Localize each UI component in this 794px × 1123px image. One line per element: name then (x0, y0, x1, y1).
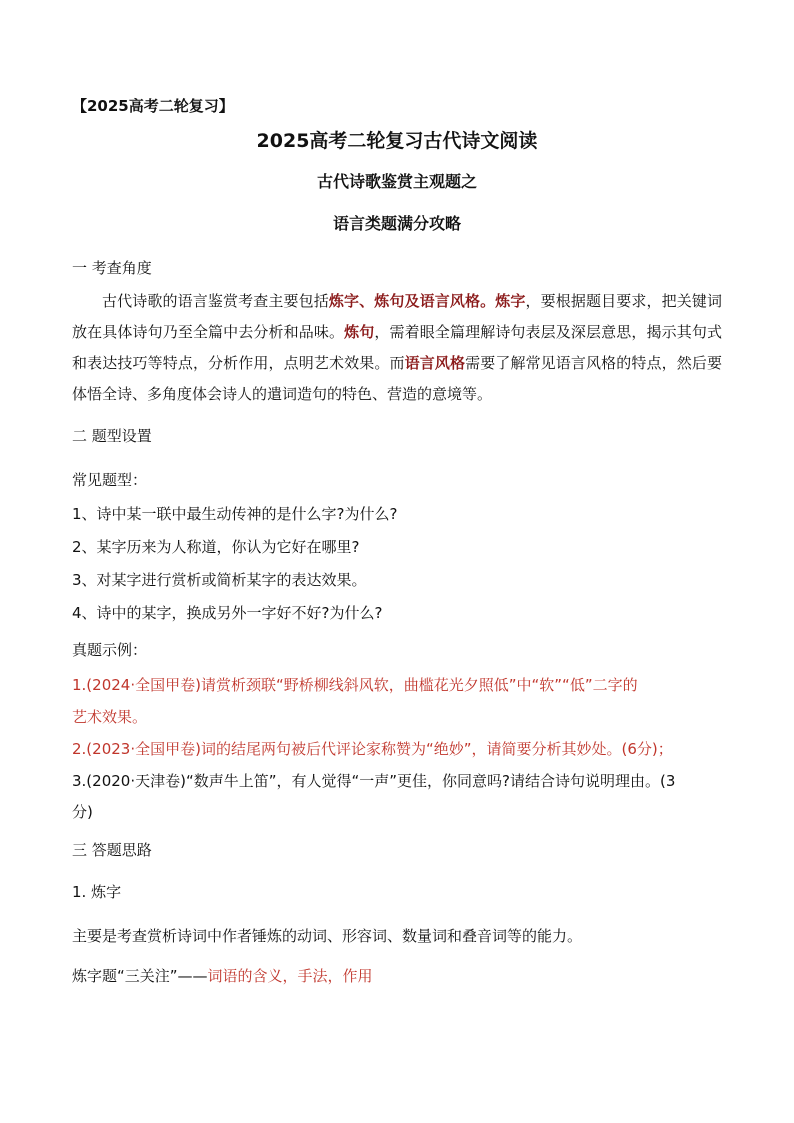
para-highlight-f: 语言风格 (404, 354, 466, 372)
subtitle-1: 古代诗歌鉴赏主观题之 (316, 172, 477, 191)
section-1-paragraph (72, 286, 722, 410)
para-text-g: 需要了解常见语言风格的特点，然后要体悟全诗、多角度体会诗人的遣词造句的特色、营造的意境等。 (72, 354, 722, 403)
header-tag: 【2025高考二轮复习】 (72, 97, 234, 115)
section-3-heading: 三 答题思路 (72, 841, 152, 859)
section-1-heading: 一 考查角度 (72, 259, 152, 277)
para-text-c: ，要根据题目要求，把关键词放在具体诗句乃至全篇中去分析和品味。 (72, 292, 722, 341)
list-item: 4、诗中的某字，换成另外一字好不好?为什么? (72, 604, 383, 622)
para-text-a: 古代诗歌的语言鉴赏考查主要包括 (102, 292, 329, 310)
subtitle-2: 语言类题满分攻略 (332, 214, 461, 233)
examples-label: 真题示例： (72, 641, 148, 659)
page-title: 2025高考二轮复习古代诗文阅读 (256, 130, 538, 152)
three-focus-items: 词语的含义，手法，作用 (207, 967, 373, 985)
example-2: 2.(2023·全国甲卷)词的结尾两句被后代评论家称赞为“绝妙”，请简要分析其妙处。(6分)； (72, 740, 673, 758)
list-item: 2、某字历来为人称道，你认为它好在哪里? (72, 538, 360, 556)
list-item: 3、对某字进行赏析或简析某字的表达效果。 (72, 571, 367, 589)
three-focus-line (72, 966, 373, 986)
subsection-1-description: 主要是考查赏析诗词中作者锤炼的动词、形容词、数量词和叠音词等的能力。 (72, 927, 583, 945)
list-item: 1、诗中某一联中最生动传神的是什么字?为什么? (72, 505, 398, 523)
example-3-line-1: 3.(2020·天津卷)“数声牛上笛”，有人觉得“一声”更佳，你同意吗?请结合诗句说明理由。(3 (72, 772, 676, 790)
three-focus-label: 炼字题“三关注”—— (72, 967, 208, 985)
para-highlight-b: 炼字、炼句及语言风格。炼字 (328, 292, 526, 310)
section-2-heading: 二 题型设置 (72, 427, 152, 445)
example-1-line-2: 艺术效果。 (72, 708, 148, 726)
para-highlight-d: 炼句 (344, 323, 375, 341)
subsection-1-heading: 1. 炼字 (72, 883, 122, 901)
example-3-line-2: 分) (72, 803, 93, 821)
example-1-line-1: 1.(2024·全国甲卷)请赏析颈联“野桥柳线斜风软，曲槛花光夕照低”中“软”“低”二字的 (72, 676, 638, 694)
common-types-label: 常见题型： (72, 471, 148, 489)
para-text-e: ，需着眼全篇理解诗句表层及深层意思，揭示其句式和表达技巧等特点，分析作用，点明艺术效果。而 (72, 323, 722, 372)
